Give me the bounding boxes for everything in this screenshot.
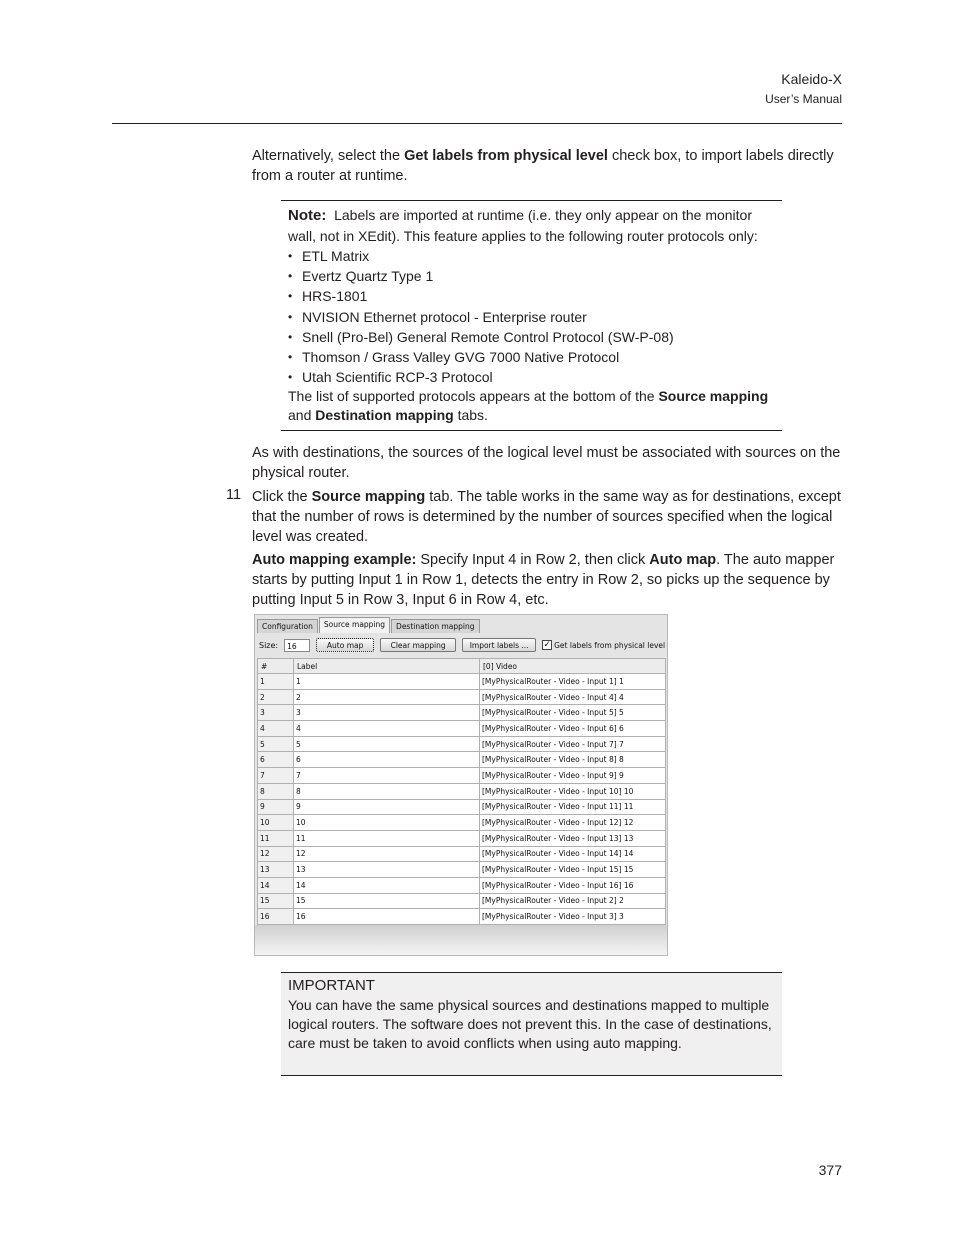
row-number: 5 bbox=[258, 736, 294, 752]
note-footer-text-3: tabs. bbox=[453, 407, 488, 424]
label-cell[interactable]: 7 bbox=[294, 768, 480, 784]
important-box bbox=[281, 972, 782, 1076]
label-cell[interactable]: 6 bbox=[294, 752, 480, 768]
note-footer-bold-2: Destination mapping bbox=[315, 407, 454, 424]
table-row[interactable] bbox=[258, 877, 666, 893]
table-row[interactable] bbox=[258, 705, 666, 721]
step-text-2: tab. The table works in the same way as for destinations, except that the number of rows is determined by the number of sources specified when the logical level was created. bbox=[252, 489, 841, 545]
note-intro bbox=[288, 205, 782, 246]
video-cell[interactable]: [MyPhysicalRouter - Video - Input 1] 1 bbox=[480, 674, 666, 690]
video-cell[interactable]: [MyPhysicalRouter - Video - Input 12] 12 bbox=[480, 815, 666, 831]
row-number: 3 bbox=[258, 705, 294, 721]
video-cell[interactable]: [MyPhysicalRouter - Video - Input 7] 7 bbox=[480, 736, 666, 752]
mapping-toolbar bbox=[257, 635, 665, 655]
step-number: 11 bbox=[226, 487, 242, 503]
table-row[interactable] bbox=[258, 783, 666, 799]
size-label: Size: bbox=[259, 640, 279, 650]
list-item: • ETL Matrix bbox=[288, 246, 782, 266]
table-row[interactable] bbox=[258, 768, 666, 784]
table-row[interactable] bbox=[258, 752, 666, 768]
tab-destination-mapping[interactable]: Destination mapping bbox=[391, 619, 479, 633]
list-item: • Utah Scientific RCP-3 Protocol bbox=[288, 367, 782, 387]
example-text-2: . The auto mapper starts by putting Input 1 in Row 1, detects the entry in Row 2, so picks up the sequence by putting Input 5 in Row 3, Input 6 in Row 4, etc. bbox=[252, 552, 835, 608]
table-row[interactable] bbox=[258, 736, 666, 752]
video-cell[interactable]: [MyPhysicalRouter - Video - Input 9] 9 bbox=[480, 768, 666, 784]
intro-bold: Get labels from physical level bbox=[404, 148, 608, 164]
video-cell[interactable]: [MyPhysicalRouter - Video - Input 5] 5 bbox=[480, 705, 666, 721]
video-cell[interactable]: [MyPhysicalRouter - Video - Input 14] 14 bbox=[480, 846, 666, 862]
header-rule bbox=[112, 123, 842, 124]
table-row[interactable] bbox=[258, 846, 666, 862]
note-box bbox=[281, 200, 782, 431]
note-footer-bold-1: Source mapping bbox=[658, 388, 769, 405]
note-intro-text: Labels are imported at runtime (i.e. they only appear on the monitor wall, not in XEdit). This feature applies to the following router protocols only: bbox=[288, 207, 758, 244]
row-number: 16 bbox=[258, 909, 294, 925]
video-cell[interactable]: [MyPhysicalRouter - Video - Input 15] 15 bbox=[480, 862, 666, 878]
table-row[interactable] bbox=[258, 721, 666, 737]
intro-paragraph bbox=[252, 146, 842, 186]
table-row[interactable] bbox=[258, 893, 666, 909]
video-cell[interactable]: [MyPhysicalRouter - Video - Input 2] 2 bbox=[480, 893, 666, 909]
row-number: 13 bbox=[258, 862, 294, 878]
table-empty-area bbox=[255, 925, 667, 956]
label-cell[interactable]: 15 bbox=[294, 893, 480, 909]
tab-configuration[interactable]: Configuration bbox=[257, 619, 318, 633]
intro-text-2: check box, to import labels directly from a router at runtime. bbox=[252, 148, 834, 184]
column-header-label[interactable]: Label bbox=[294, 659, 480, 674]
mapping-table bbox=[257, 658, 666, 925]
video-cell[interactable]: [MyPhysicalRouter - Video - Input 3] 3 bbox=[480, 909, 666, 925]
label-cell[interactable]: 14 bbox=[294, 877, 480, 893]
intro-text-1: Alternatively, select the bbox=[252, 148, 405, 164]
import-labels-button[interactable]: Import labels ... bbox=[462, 638, 536, 652]
video-cell[interactable]: [MyPhysicalRouter - Video - Input 11] 11 bbox=[480, 799, 666, 815]
table-row[interactable] bbox=[258, 862, 666, 878]
row-number: 10 bbox=[258, 815, 294, 831]
row-number: 2 bbox=[258, 689, 294, 705]
important-body: You can have the same physical sources and destinations mapped to multiple logical routers. The software does not prevent this. In the case of destinations, care must be taken to avoid conflicts when using auto mapping. bbox=[288, 997, 772, 1051]
step-paragraph bbox=[252, 487, 842, 547]
table-row[interactable] bbox=[258, 674, 666, 690]
video-cell[interactable]: [MyPhysicalRouter - Video - Input 13] 13 bbox=[480, 830, 666, 846]
label-cell[interactable]: 4 bbox=[294, 721, 480, 737]
example-bold-1: Auto mapping example: bbox=[252, 552, 417, 568]
list-item: • HRS-1801 bbox=[288, 286, 782, 306]
row-number: 1 bbox=[258, 674, 294, 690]
table-row[interactable] bbox=[258, 815, 666, 831]
step-bold: Source mapping bbox=[311, 489, 426, 505]
label-cell[interactable]: 9 bbox=[294, 799, 480, 815]
video-cell[interactable]: [MyPhysicalRouter - Video - Input 6] 6 bbox=[480, 721, 666, 737]
destinations-paragraph: As with destinations, the sources of the logical level must be associated with sources on the physical router. bbox=[252, 445, 841, 481]
header-title: Kaleido-X bbox=[781, 71, 842, 87]
video-cell[interactable]: [MyPhysicalRouter - Video - Input 10] 10 bbox=[480, 783, 666, 799]
label-cell[interactable]: 12 bbox=[294, 846, 480, 862]
row-number: 9 bbox=[258, 799, 294, 815]
table-row[interactable] bbox=[258, 689, 666, 705]
row-number: 15 bbox=[258, 893, 294, 909]
row-number: 11 bbox=[258, 830, 294, 846]
table-row[interactable] bbox=[258, 909, 666, 925]
label-cell[interactable]: 5 bbox=[294, 736, 480, 752]
note-footer-text-2: and bbox=[288, 407, 316, 424]
row-number: 6 bbox=[258, 752, 294, 768]
page-number: 377 bbox=[818, 1162, 842, 1178]
get-labels-label: Get labels from physical level bbox=[554, 640, 666, 650]
label-cell[interactable]: 11 bbox=[294, 830, 480, 846]
video-cell[interactable]: [MyPhysicalRouter - Video - Input 8] 8 bbox=[480, 752, 666, 768]
example-text-1: Specify Input 4 in Row 2, then click bbox=[416, 552, 650, 568]
size-input[interactable]: 16 bbox=[284, 639, 310, 652]
video-cell[interactable]: [MyPhysicalRouter - Video - Input 4] 4 bbox=[480, 689, 666, 705]
note-footer-text-1: The list of supported protocols appears at the bottom of the bbox=[288, 388, 659, 405]
clear-mapping-button[interactable]: Clear mapping bbox=[380, 638, 456, 652]
important-title: IMPORTANT bbox=[288, 977, 375, 994]
list-item: • Snell (Pro-Bel) General Remote Control Protocol (SW-P-08) bbox=[288, 327, 782, 347]
label-cell[interactable]: 13 bbox=[294, 862, 480, 878]
list-item: • Evertz Quartz Type 1 bbox=[288, 266, 782, 286]
row-number: 8 bbox=[258, 783, 294, 799]
label-cell[interactable]: 8 bbox=[294, 783, 480, 799]
table-header-row bbox=[258, 659, 666, 674]
header-subtitle: User’s Manual bbox=[765, 92, 842, 106]
label-cell[interactable]: 3 bbox=[294, 705, 480, 721]
note-footer bbox=[288, 387, 782, 425]
table-row[interactable] bbox=[258, 830, 666, 846]
list-item: • Thomson / Grass Valley GVG 7000 Native Protocol bbox=[288, 347, 782, 367]
auto-map-button[interactable]: Auto map bbox=[316, 638, 374, 652]
protocol-list bbox=[288, 246, 782, 387]
column-header-video[interactable]: [0] Video bbox=[480, 659, 666, 674]
step-text-1: Click the bbox=[252, 489, 312, 505]
row-number: 4 bbox=[258, 721, 294, 737]
label-cell[interactable]: 1 bbox=[294, 674, 480, 690]
row-number: 14 bbox=[258, 877, 294, 893]
table-row[interactable] bbox=[258, 799, 666, 815]
label-cell[interactable]: 10 bbox=[294, 815, 480, 831]
example-bold-2: Auto map bbox=[649, 552, 717, 568]
example-paragraph bbox=[252, 550, 842, 610]
get-labels-checkbox[interactable]: ✓ bbox=[543, 640, 551, 650]
tab-source-mapping[interactable]: Source mapping bbox=[319, 617, 390, 633]
row-number: 7 bbox=[258, 768, 294, 784]
source-mapping-screenshot bbox=[254, 614, 668, 956]
label-cell[interactable]: 2 bbox=[294, 689, 480, 705]
list-item: • NVISION Ethernet protocol - Enterprise router bbox=[288, 307, 782, 327]
row-number: 12 bbox=[258, 846, 294, 862]
label-cell[interactable]: 16 bbox=[294, 909, 480, 925]
tab-bar bbox=[257, 617, 481, 632]
note-label: Note: bbox=[288, 207, 327, 224]
video-cell[interactable]: [MyPhysicalRouter - Video - Input 16] 16 bbox=[480, 877, 666, 893]
column-header-number[interactable]: # bbox=[258, 659, 294, 674]
